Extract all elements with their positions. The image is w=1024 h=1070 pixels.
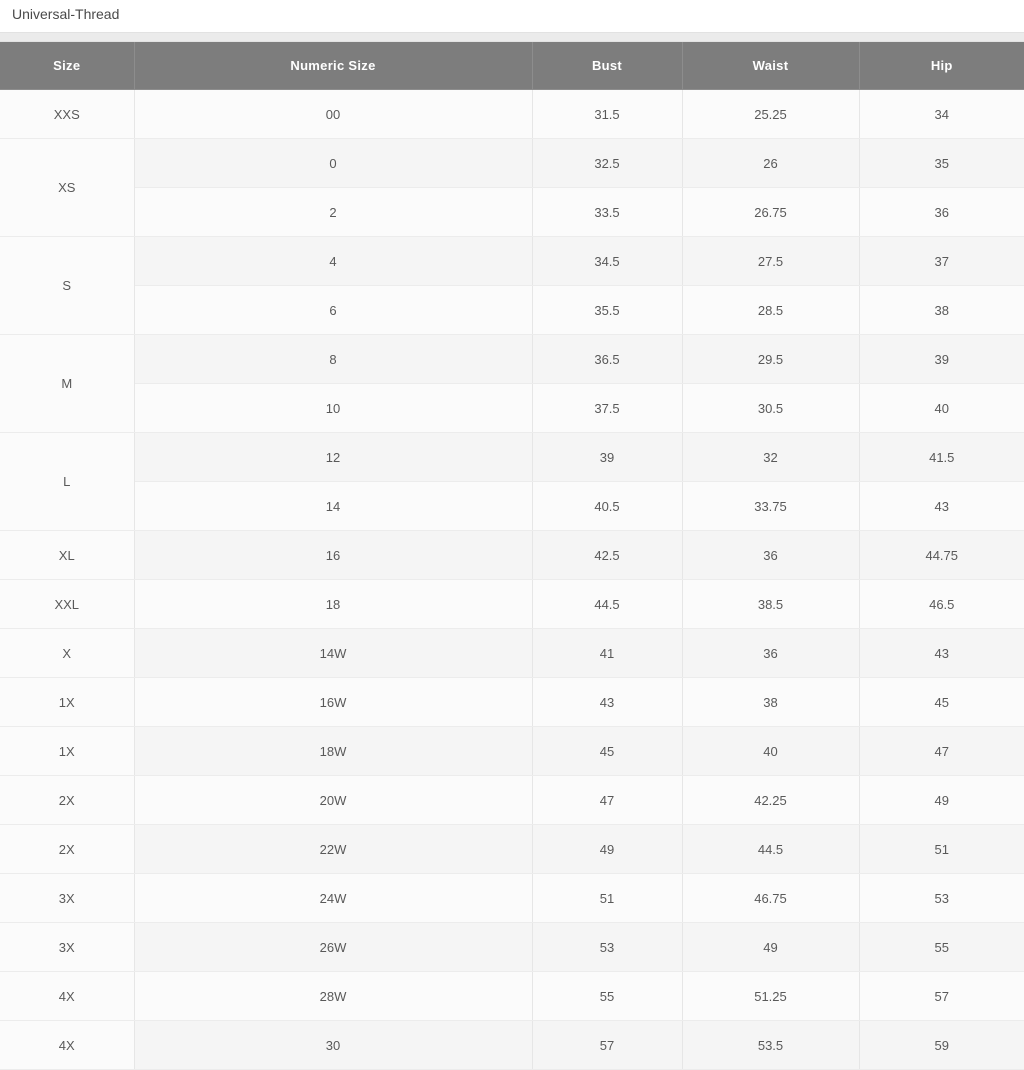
table-row: [0, 580, 1024, 629]
cell-bust: 33.5: [532, 188, 682, 237]
cell-bust: 47: [532, 776, 682, 825]
cell-numeric-size: 26W: [134, 923, 532, 972]
table-row: [0, 384, 1024, 433]
table-row: [0, 874, 1024, 923]
table-row: [0, 776, 1024, 825]
cell-numeric-size: 0: [134, 139, 532, 188]
cell-bust: 55: [532, 972, 682, 1021]
cell-numeric-size: 2: [134, 188, 532, 237]
cell-hip: 36: [859, 188, 1024, 237]
cell-hip: 51: [859, 825, 1024, 874]
table-row: [0, 727, 1024, 776]
cell-numeric-size: 14: [134, 482, 532, 531]
table-row: [0, 188, 1024, 237]
cell-bust: 53: [532, 923, 682, 972]
cell-bust: 43: [532, 678, 682, 727]
cell-bust: 36.5: [532, 335, 682, 384]
cell-hip: 44.75: [859, 531, 1024, 580]
cell-size: 1X: [0, 678, 134, 727]
cell-bust: 37.5: [532, 384, 682, 433]
cell-numeric-size: 4: [134, 237, 532, 286]
table-row: [0, 1021, 1024, 1070]
cell-hip: 59: [859, 1021, 1024, 1070]
cell-size: 2X: [0, 825, 134, 874]
column-header-numeric: Numeric Size: [134, 42, 532, 90]
cell-hip: 57: [859, 972, 1024, 1021]
cell-numeric-size: 16W: [134, 678, 532, 727]
cell-hip: 38: [859, 286, 1024, 335]
cell-bust: 31.5: [532, 90, 682, 139]
cell-size: 4X: [0, 1021, 134, 1070]
cell-size: 2X: [0, 776, 134, 825]
cell-hip: 40: [859, 384, 1024, 433]
cell-hip: 53: [859, 874, 1024, 923]
cell-hip: 47: [859, 727, 1024, 776]
cell-hip: 43: [859, 482, 1024, 531]
size-chart-table: [0, 42, 1024, 1070]
cell-bust: 42.5: [532, 531, 682, 580]
column-header-size: Size: [0, 42, 134, 90]
cell-numeric-size: 6: [134, 286, 532, 335]
column-header-hip: Hip: [859, 42, 1024, 90]
cell-waist: 26: [682, 139, 859, 188]
table-row: [0, 531, 1024, 580]
cell-size: XXL: [0, 580, 134, 629]
cell-size: XXS: [0, 90, 134, 139]
cell-waist: 26.75: [682, 188, 859, 237]
table-row: [0, 433, 1024, 482]
column-header-waist: Waist: [682, 42, 859, 90]
cell-hip: 55: [859, 923, 1024, 972]
table-row: [0, 139, 1024, 188]
cell-size: S: [0, 237, 134, 335]
cell-waist: 40: [682, 727, 859, 776]
cell-size: XS: [0, 139, 134, 237]
cell-bust: 39: [532, 433, 682, 482]
cell-bust: 49: [532, 825, 682, 874]
cell-hip: 43: [859, 629, 1024, 678]
cell-size: M: [0, 335, 134, 433]
cell-waist: 42.25: [682, 776, 859, 825]
cell-numeric-size: 30: [134, 1021, 532, 1070]
cell-waist: 32: [682, 433, 859, 482]
cell-numeric-size: 28W: [134, 972, 532, 1021]
cell-hip: 39: [859, 335, 1024, 384]
cell-numeric-size: 12: [134, 433, 532, 482]
table-row: [0, 923, 1024, 972]
cell-waist: 25.25: [682, 90, 859, 139]
cell-bust: 41: [532, 629, 682, 678]
cell-size: L: [0, 433, 134, 531]
cell-numeric-size: 14W: [134, 629, 532, 678]
cell-size: 3X: [0, 874, 134, 923]
cell-waist: 30.5: [682, 384, 859, 433]
cell-numeric-size: 16: [134, 531, 532, 580]
cell-hip: 41.5: [859, 433, 1024, 482]
cell-bust: 45: [532, 727, 682, 776]
table-body: [0, 90, 1024, 1070]
header-divider: [0, 32, 1024, 42]
cell-numeric-size: 8: [134, 335, 532, 384]
cell-size: 3X: [0, 923, 134, 972]
cell-numeric-size: 18: [134, 580, 532, 629]
brand-name: Universal-Thread: [12, 6, 120, 22]
cell-hip: 45: [859, 678, 1024, 727]
column-header-bust: Bust: [532, 42, 682, 90]
cell-bust: 57: [532, 1021, 682, 1070]
cell-bust: 35.5: [532, 286, 682, 335]
cell-numeric-size: 24W: [134, 874, 532, 923]
cell-size: 1X: [0, 727, 134, 776]
cell-waist: 36: [682, 531, 859, 580]
cell-hip: 35: [859, 139, 1024, 188]
cell-hip: 37: [859, 237, 1024, 286]
table-row: [0, 972, 1024, 1021]
table-row: [0, 335, 1024, 384]
cell-numeric-size: 00: [134, 90, 532, 139]
cell-size: XL: [0, 531, 134, 580]
cell-waist: 28.5: [682, 286, 859, 335]
cell-bust: 32.5: [532, 139, 682, 188]
cell-waist: 38.5: [682, 580, 859, 629]
table-row: [0, 237, 1024, 286]
table-row: [0, 286, 1024, 335]
cell-bust: 40.5: [532, 482, 682, 531]
cell-hip: 49: [859, 776, 1024, 825]
cell-waist: 36: [682, 629, 859, 678]
cell-waist: 46.75: [682, 874, 859, 923]
cell-waist: 38: [682, 678, 859, 727]
cell-waist: 33.75: [682, 482, 859, 531]
cell-size: 4X: [0, 972, 134, 1021]
cell-waist: 44.5: [682, 825, 859, 874]
table-row: [0, 482, 1024, 531]
table-header-row: [0, 42, 1024, 90]
cell-bust: 34.5: [532, 237, 682, 286]
cell-numeric-size: 20W: [134, 776, 532, 825]
table-row: [0, 825, 1024, 874]
cell-size: X: [0, 629, 134, 678]
table-row: [0, 678, 1024, 727]
cell-waist: 29.5: [682, 335, 859, 384]
cell-waist: 51.25: [682, 972, 859, 1021]
table-row: [0, 629, 1024, 678]
table-row: [0, 90, 1024, 139]
cell-waist: 27.5: [682, 237, 859, 286]
brand-label: [0, 0, 1024, 32]
cell-hip: 34: [859, 90, 1024, 139]
cell-bust: 44.5: [532, 580, 682, 629]
cell-numeric-size: 10: [134, 384, 532, 433]
cell-bust: 51: [532, 874, 682, 923]
cell-waist: 53.5: [682, 1021, 859, 1070]
cell-numeric-size: 18W: [134, 727, 532, 776]
cell-hip: 46.5: [859, 580, 1024, 629]
cell-numeric-size: 22W: [134, 825, 532, 874]
cell-waist: 49: [682, 923, 859, 972]
